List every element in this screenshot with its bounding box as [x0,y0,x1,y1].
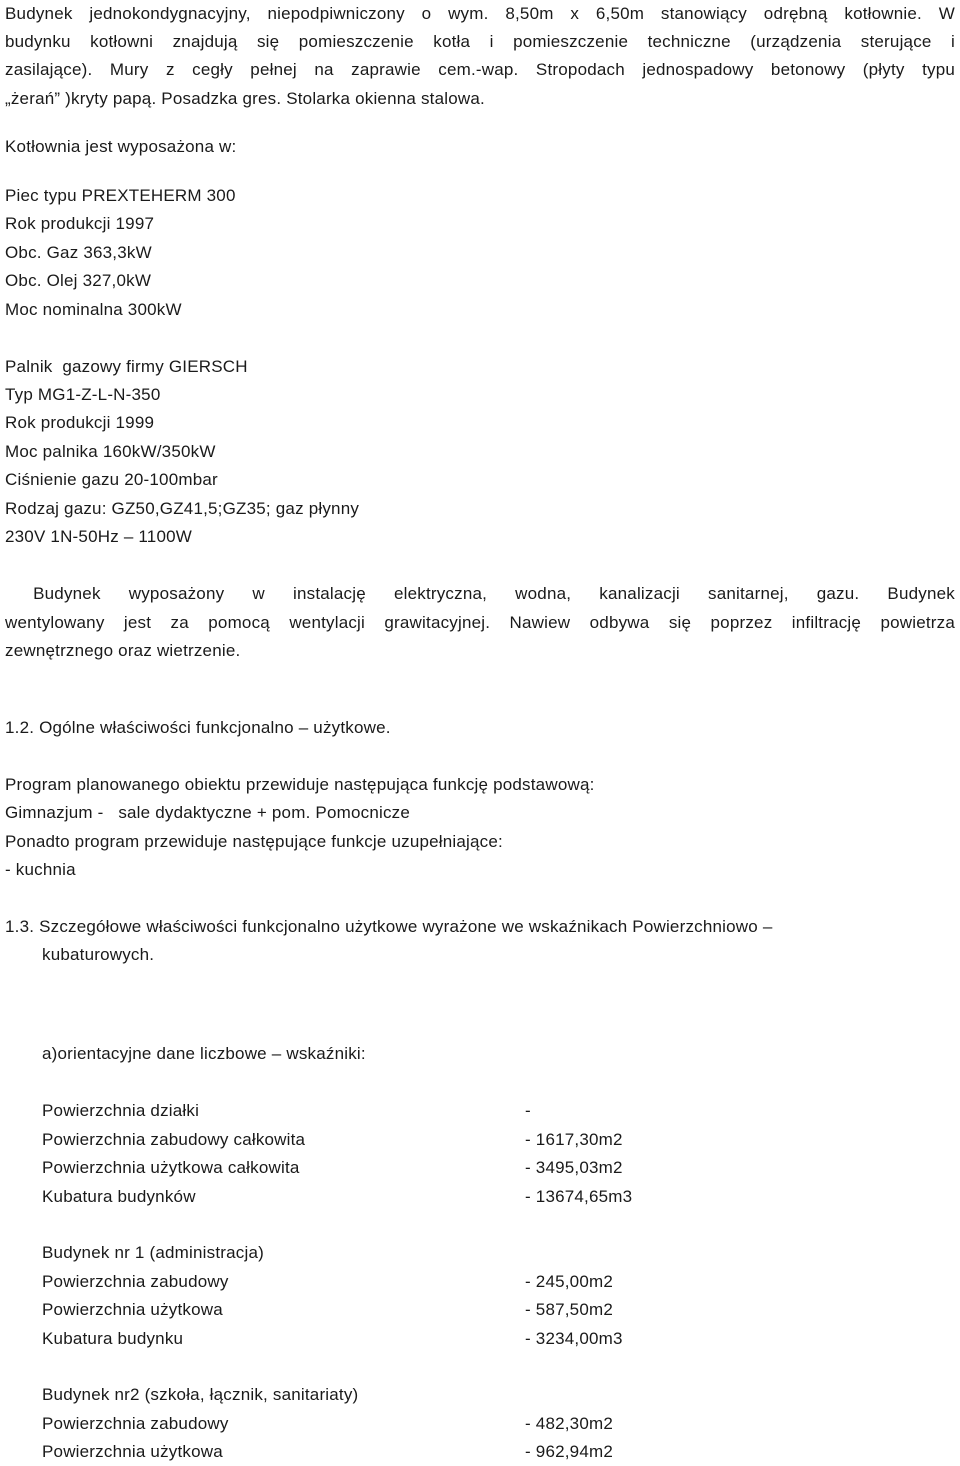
indicator-label: Powierzchnia działki [42,1101,200,1120]
building-1-label: Kubatura budynku [42,1329,184,1348]
burner-spec-line: Rodzaj gazu: GZ50,GZ41,5;GZ35; gaz płynny [5,499,360,518]
furnace-spec-line: Obc. Olej 327,0kW [5,271,152,290]
indicator-label: Powierzchnia zabudowy całkowita [42,1130,306,1149]
building-2-label: Powierzchnia zabudowy [42,1414,229,1433]
section-1-2-line: - kuchnia [5,860,76,879]
section-1-2-heading: 1.2. Ogólne właściwości funkcjonalno – użytkowe. [5,718,391,737]
intro-line: zasilające). Mury z cegły pełnej na zaprawie cem.-wap. Stropodach jednospadowy betonowy (płyty typu [5,60,955,79]
intro-line: „żerań” )kryty papą. Posadzka gres. Stolarka okienna stalowa. [5,89,485,108]
building-1-label: Powierzchnia zabudowy [42,1272,229,1291]
burner-spec-line: 230V 1N-50Hz – 1100W [5,527,193,546]
indicator-value: - 13674,65m3 [525,1187,633,1206]
section-1-2-line: Gimnazjum - sale dydaktyczne + pom. Pomocnicze [5,803,411,822]
indicators-heading: a)orientacyjne dane liczbowe – wskaźniki: [42,1044,366,1063]
building-1-value: - 245,00m2 [525,1272,613,1291]
building-1-value: - 587,50m2 [525,1300,613,1319]
building-2-value: - 482,30m2 [525,1414,613,1433]
furnace-spec-line: Piec typu PREXTEHERM 300 [5,186,236,205]
section-1-3-heading: 1.3. Szczegółowe właściwości funkcjonalno użytkowe wyrażone we wskaźnikach Powierzchniowo – [5,917,773,936]
furnace-spec-line: Obc. Gaz 363,3kW [5,243,152,262]
intro-line: budynku kotłowni znajdują się pomieszczenie kotła i pomieszczenie techniczne (urządzenia sterujące i [5,32,955,51]
boiler-room-heading: Kotłownia jest wyposażona w: [5,137,237,156]
building-2-value: - 962,94m2 [525,1442,613,1461]
furnace-spec-line: Rok produkcji 1997 [5,214,155,233]
indicator-label: Kubatura budynków [42,1187,196,1206]
section-1-3-heading-continued: kubaturowych. [42,945,155,964]
building-2-label: Powierzchnia użytkowa [42,1442,223,1461]
burner-spec-line: Ciśnienie gazu 20-100mbar [5,470,218,489]
installations-line: zewnętrznego oraz wietrzenie. [5,641,241,660]
indicator-value: - 3495,03m2 [525,1158,623,1177]
intro-line: Budynek jednokondygnacyjny, niepodpiwniczony o wym. 8,50m x 6,50m stanowiący odrębną kotłownie. W [5,4,955,23]
building-2-heading: Budynek nr2 (szkoła, łącznik, sanitariaty) [42,1385,359,1404]
section-1-2-line: Ponadto program przewiduje następujące funkcje uzupełniające: [5,832,503,851]
indicator-label: Powierzchnia użytkowa całkowita [42,1158,300,1177]
installations-line: wentylowany jest za pomocą wentylacji grawitacyjnej. Nawiew odbywa się poprzez infiltrację powietrza [5,613,955,632]
burner-spec-line: Palnik gazowy firmy GIERSCH [5,357,248,376]
burner-spec-line: Moc palnika 160kW/350kW [5,442,216,461]
building-1-heading: Budynek nr 1 (administracja) [42,1243,264,1262]
burner-spec-line: Typ MG1-Z-L-N-350 [5,385,161,404]
building-1-value: - 3234,00m3 [525,1329,623,1348]
burner-spec-line: Rok produkcji 1999 [5,413,155,432]
installations-line: Budynek wyposażony w instalację elektryczna, wodna, kanalizacji sanitarnej, gazu. Budynek [5,584,955,603]
indicator-value: - [525,1101,531,1120]
furnace-spec-line: Moc nominalna 300kW [5,300,182,319]
indicator-value: - 1617,30m2 [525,1130,623,1149]
section-1-2-line: Program planowanego obiektu przewiduje następująca funkcję podstawową: [5,775,595,794]
building-1-label: Powierzchnia użytkowa [42,1300,223,1319]
